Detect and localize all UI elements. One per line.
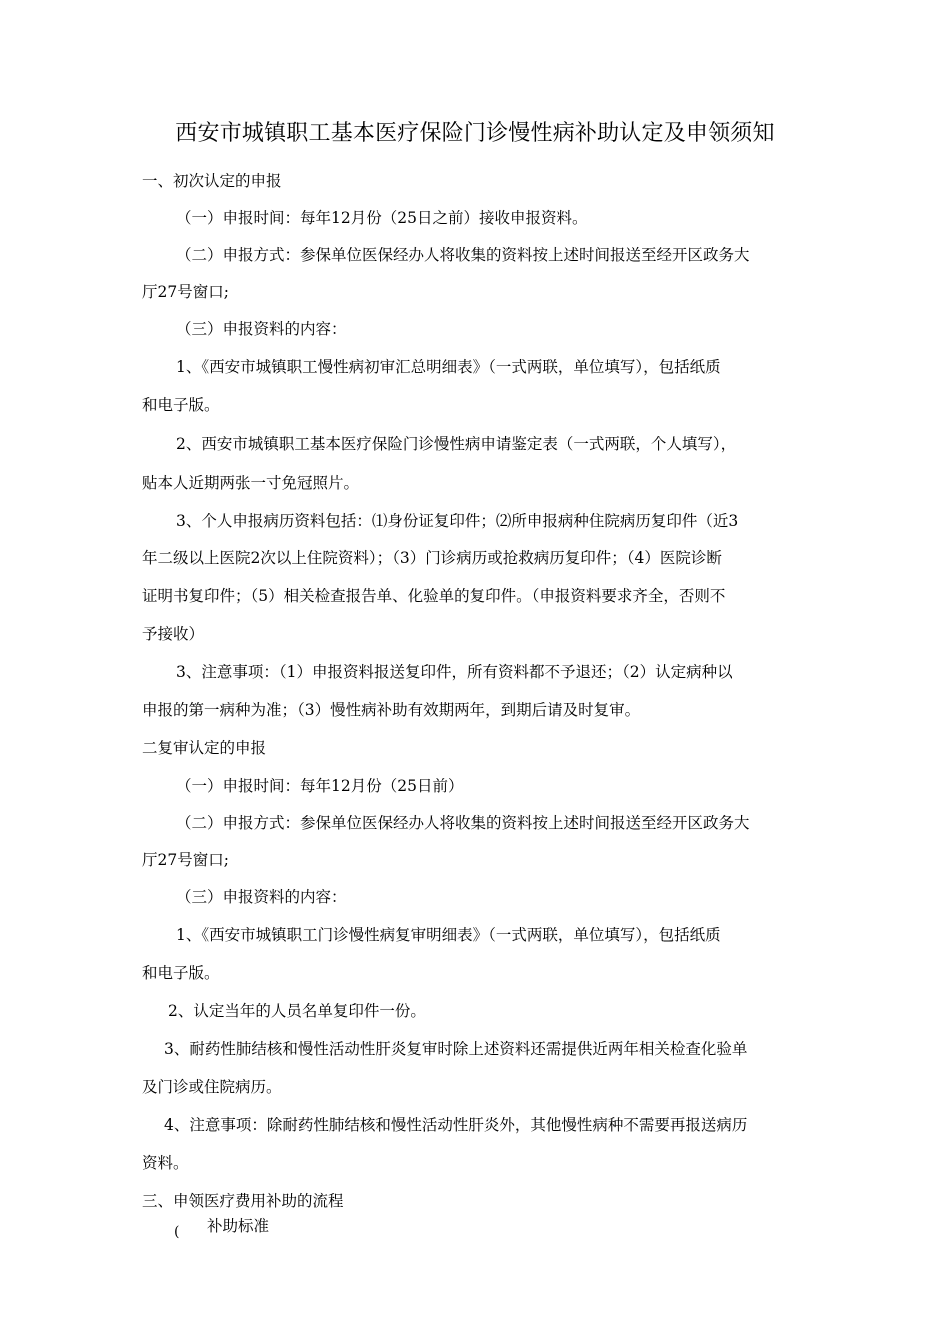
s1-item3-line2: 年二级以上医院2次以上住院资料）；（3）门诊病历或抢救病历复印件；（4）医院诊断 bbox=[142, 549, 722, 567]
s2-method-line1: （二）申报方式：参保单位医保经办人将收集的资料按上述时间报送至经开区政务大 bbox=[176, 814, 750, 832]
section-3-heading: 三、申领医疗费用补助的流程 bbox=[142, 1192, 344, 1210]
s1-item4-line2: 申报的第一病种为准；（3）慢性病补助有效期两年，到期后请及时复审。 bbox=[142, 701, 641, 719]
section-1-heading: 一、初次认定的申报 bbox=[142, 172, 282, 190]
s1-method-line1: （二）申报方式：参保单位医保经办人将收集的资料按上述时间报送至经开区政务大 bbox=[176, 246, 750, 264]
s1-item3-line3: 证明书复印件；（5）相关检查报告单、化验单的复印件。（申报资料要求齐全，否则不 bbox=[142, 587, 726, 605]
section-2-heading: 二复审认定的申报 bbox=[142, 739, 267, 757]
s1-item1-line1: 1、《西安市城镇职工慢性病初审汇总明细表》（一式两联，单位填写），包括纸质 bbox=[176, 358, 721, 376]
page-title: 西安市城镇职工基本医疗保险门诊慢性病补助认定及申领须知 bbox=[175, 121, 775, 146]
s1-method-line2: 厅27号窗口; bbox=[142, 283, 229, 301]
s2-item3-line2: 及门诊或住院病历。 bbox=[142, 1078, 282, 1096]
s1-item3-line4: 予接收） bbox=[142, 625, 205, 643]
s1-content: （三）申报资料的内容： bbox=[176, 320, 347, 338]
s1-item4-line1: 3、注意事项：（1）申报资料报送复印件，所有资料都不予退还；（2）认定病种以 bbox=[176, 663, 733, 681]
list-bullet-mark: ( bbox=[174, 1224, 180, 1240]
s1-item3-line1: 3、个人申报病历资料包括：⑴身份证复印件；⑵所申报病种住院病历复印件（近3 bbox=[176, 512, 739, 530]
s2-item4-line2: 资料。 bbox=[142, 1154, 189, 1172]
s2-item4-line1: 4、注意事项：除耐药性肺结核和慢性活动性肝炎外，其他慢性病种不需要再报送病历 bbox=[164, 1116, 748, 1134]
s2-time: （一）申报时间：每年12月份（25日前） bbox=[176, 777, 464, 795]
s2-method-line2: 厅27号窗口; bbox=[142, 851, 229, 869]
s3-sub-heading: 补助标准 bbox=[207, 1217, 270, 1235]
s2-item1-line1: 1、《西安市城镇职工门诊慢性病复审明细表》（一式两联，单位填写），包括纸质 bbox=[176, 926, 721, 944]
s1-item2-line2: 贴本人近期两张一寸免冠照片。 bbox=[142, 474, 360, 492]
s1-time: （一）申报时间：每年12月份（25日之前）接收申报资料。 bbox=[176, 209, 588, 227]
s1-item2-line1: 2、西安市城镇职工基本医疗保险门诊慢性病申请鉴定表（一式两联，个人填写）， bbox=[176, 435, 737, 453]
s2-item3-line1: 3、耐药性肺结核和慢性活动性肝炎复审时除上述资料还需提供近两年相关检查化验单 bbox=[164, 1040, 748, 1058]
s2-item1-line2: 和电子版。 bbox=[142, 964, 220, 982]
s1-item1-line2: 和电子版。 bbox=[142, 396, 220, 414]
s2-content: （三）申报资料的内容： bbox=[176, 888, 347, 906]
s2-item2: 2、认定当年的人员名单复印件一份。 bbox=[168, 1002, 426, 1020]
